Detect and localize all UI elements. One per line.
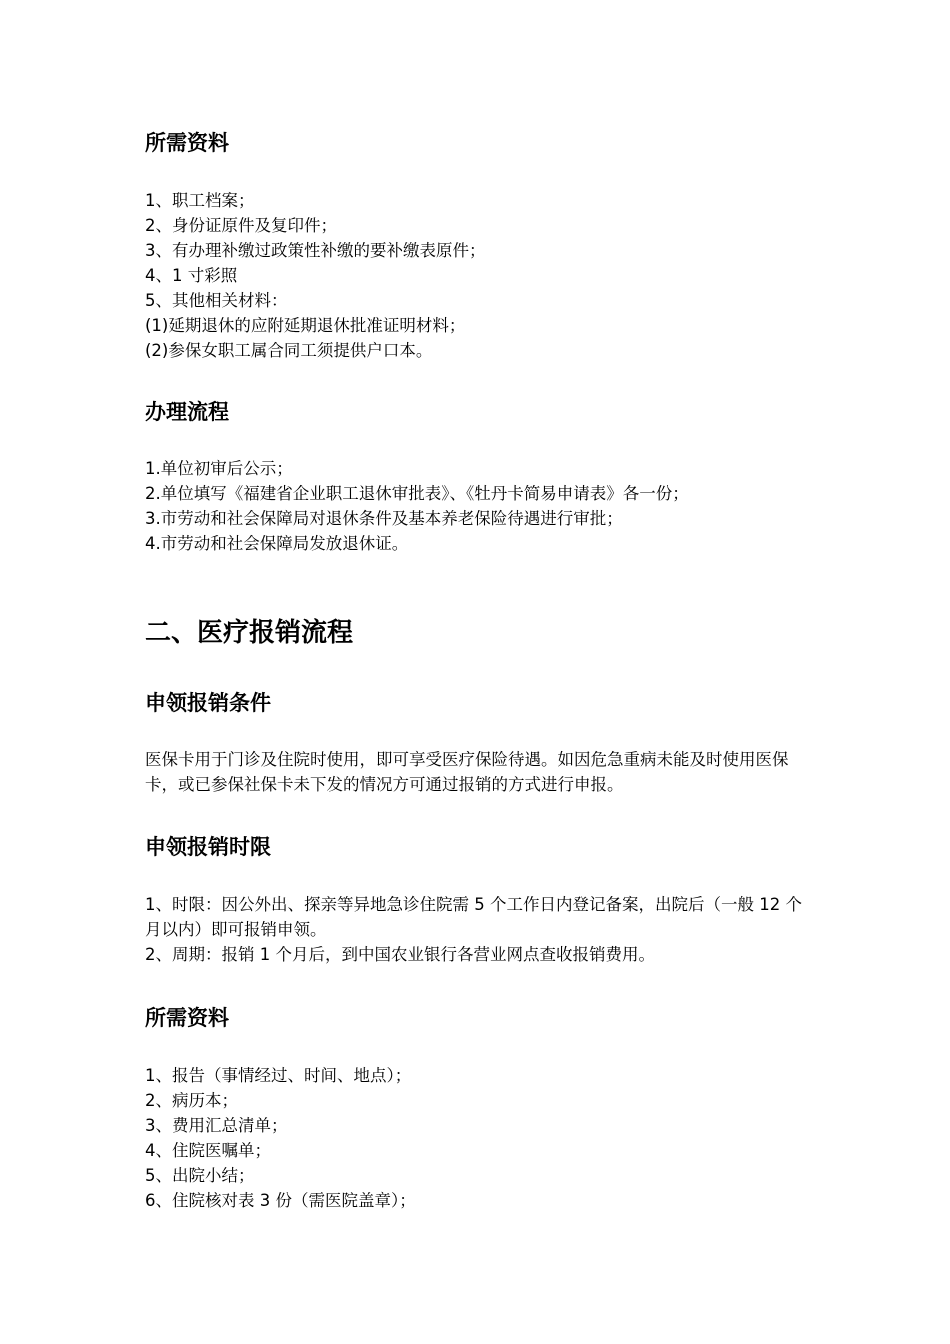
process-heading: 办理流程 (145, 400, 229, 424)
list-item: 3、有办理补缴过政策性补缴的要补缴表原件； (145, 241, 486, 260)
list-item: 1、时限：因公外出、探亲等异地急诊住院需 5 个工作日内登记备案，出院后（一般 12 个月以内）即可报销申领。 (145, 895, 802, 939)
process-list (145, 456, 689, 556)
list-item: 1、职工档案； (145, 191, 255, 210)
list-item: (2)参保女职工属合同工须提供户口本。 (145, 341, 433, 360)
conditions-paragraph: 医保卡用于门诊及住院时使用，即可享受医疗保险待遇。如因危急重病未能及时使用医保卡，或已参保社保卡未下发的情况方可通过报销的方式进行申报。 (145, 750, 789, 794)
list-item: 4、1 寸彩照 (145, 266, 238, 285)
time-limit-heading: 申领报销时限 (145, 835, 271, 859)
list-item: 4.市劳动和社会保障局发放退休证。 (145, 534, 409, 553)
materials-list (145, 188, 486, 363)
list-item: (1)延期退休的应附延期退休批准证明材料； (145, 316, 466, 335)
list-item: 2.单位填写《福建省企业职工退休审批表》、《牡丹卡简易申请表》各一份； (145, 484, 689, 503)
materials-heading: 所需资料 (145, 131, 229, 155)
list-item: 3、费用汇总清单； (145, 1116, 288, 1135)
list-item: 4、住院医嘱单； (145, 1141, 271, 1160)
list-item: 1、报告（事情经过、时间、地点）； (145, 1066, 412, 1085)
list-item: 2、病历本； (145, 1091, 238, 1110)
list-item: 5、其他相关材料： (145, 291, 288, 310)
list-item: 2、身份证原件及复印件； (145, 216, 337, 235)
materials-list-2 (145, 1063, 416, 1213)
time-limit-list (145, 892, 810, 967)
section-title: 二、医疗报销流程 (145, 618, 354, 648)
list-item: 1.单位初审后公示； (145, 459, 293, 478)
list-item: 6、住院核对表 3 份（需医院盖章）； (145, 1191, 416, 1210)
list-item: 2、周期：报销 1 个月后，到中国农业银行各营业网点查收报销费用。 (145, 945, 655, 964)
list-item: 3.市劳动和社会保障局对退休条件及基本养老保险待遇进行审批； (145, 509, 623, 528)
list-item: 5、出院小结； (145, 1166, 255, 1185)
conditions-heading: 申领报销条件 (145, 691, 271, 715)
materials-heading-2: 所需资料 (145, 1006, 229, 1030)
